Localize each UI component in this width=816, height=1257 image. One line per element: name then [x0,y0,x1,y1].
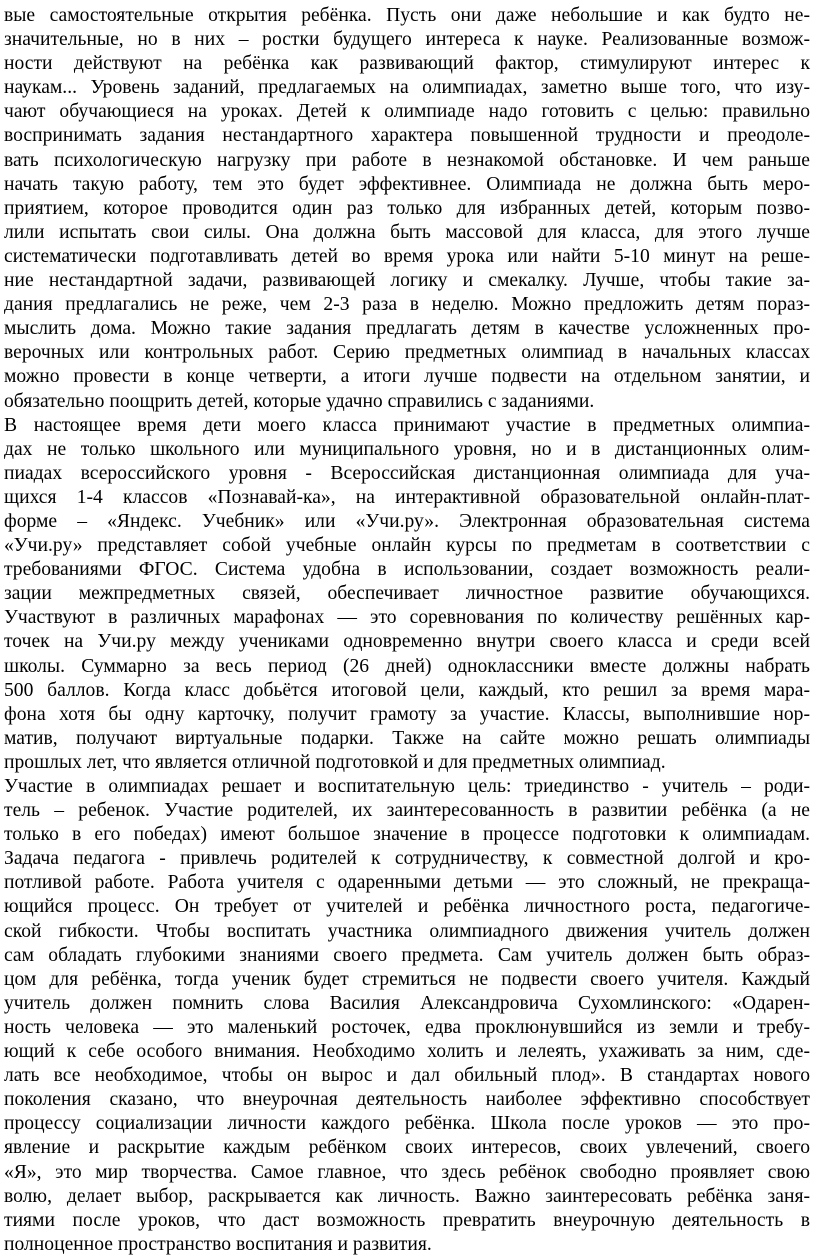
text-line: поколения сказано, что внеурочная деятельность наиболее эффективно способствует [4,1089,810,1111]
text-line: прошлых лет, что является отличной подготовкой и для предметных олимпиад. [4,751,666,773]
text-line: «Учи.ру» представляет собой учебные онлайн курсы по предметам в соответствии с [4,535,810,557]
text-line: только в его победах) имеют большое значение в процессе подготовки к олимпиадам. [4,824,810,846]
text-line: дах не только школьного или муниципального уровня, но и в дистанционных олим- [4,438,810,460]
text-line: ской гибкости. Чтобы воспитать участника олимпиадного движения учитель должен [4,920,810,942]
text-line: вые самостоятельные открытия ребёнка. Пусть они даже небольшие и как будто не- [4,5,810,26]
text-line: Задача педагога - привлечь родителей к сотрудничеству, к совместной долгой и кро- [4,848,810,870]
text-line: тиями после уроков, что даст возможность превратить внеурочную деятельность в [4,1209,810,1231]
text-line: пиадах всероссийского уровня - Всероссийская дистанционная олимпиада для уча- [4,462,810,484]
text-line: ности действуют на ребёнка как развивающий фактор, стимулируют интерес к [4,53,810,75]
text-line: вать психологическую нагрузку при работе в незнакомой обстановке. И чем раньше [4,149,810,171]
text-line: ющий к себе особого внимания. Необходимо холить и лелеять, ухаживать за ним, сде- [4,1041,810,1063]
text-line: мыслить дома. Можно такие задания предлагать детям в качестве усложненных про- [4,318,810,340]
text-line: требованиями ФГОС. Система удобна в использовании, создает возможность реали- [4,559,810,581]
text-line: наукам... Уровень заданий, предлагаемых на олимпиадах, заметно выше того, что изу- [4,77,810,99]
text-line: 500 баллов. Когда класс добьётся итоговой цели, каждый, кто решил за время мара- [4,679,810,701]
text-line: лать все необходимое, чтобы он вырос и дал обильный плод». В стандартах нового [4,1065,810,1087]
text-line: значительные, но в них – ростки будущего интереса к науке. Реализованные возмож- [4,29,810,51]
text-line: форме – «Яндекс. Учебник» или «Учи.ру». Электронная образовательная система [4,510,810,532]
text-line: приятием, которое проводится один раз только для избранных детей, которым позво- [4,197,810,219]
text-line: лили испытать свои силы. Она должна быть массовой для класса, для этого лучше [4,221,810,243]
text-line: потливой работе. Работа учителя с одаренными детьми — это сложный, не прекраща- [4,872,810,894]
text-line: обязательно поощрить детей, которые удачно справились с заданиями. [4,390,595,412]
text-line: процессу социализации личности каждого ребёнка. Школа после уроков — это про- [4,1113,810,1135]
text-line: можно провести в конце четверти, а итоги лучше подвести на отдельном занятии, и [4,366,810,388]
text-line: Участвуют в различных марафонах — это соревнования по количеству решённых кар- [4,607,810,629]
text-line: цом для ребёнка, тогда ученик будет стремиться не подвести своего учителя. Каждый [4,968,810,990]
text-line: В настоящее время дети моего класса принимают участие в предметных олимпиа- [4,414,810,436]
text-line: воспринимать задания нестандартного характера повышенной трудности и преодоле- [4,125,810,147]
document-body [4,4,810,1257]
text-line: полноценное пространство воспитания и развития. [4,1233,432,1255]
text-line: учитель должен помнить слова Василия Александровича Сухомлинского: «Одарен- [4,992,810,1014]
text-line: щихся 1-4 классов «Познавай-ка», на интерактивной образовательной онлайн-плат- [4,486,810,508]
text-line: систематически подготавливать детей во время урока или найти 5-10 минут на реше- [4,245,810,267]
text-line: начать такую работу, тем это будет эффективнее. Олимпиада не должна быть меро- [4,173,810,195]
text-line: ние нестандартной задачи, развивающей логику и смекалку. Лучше, чтобы такие за- [4,270,810,292]
text-line: волю, делает выбор, раскрывается как личность. Важно заинтересовать ребёнка заня- [4,1185,810,1207]
text-line: Участие в олимпиадах решает и воспитательную цель: триединство - учитель – роди- [4,776,810,797]
text-line: дания предлагались не реже, чем 2-3 раза в неделю. Можно предложить детям пораз- [4,294,810,316]
text-line: явление и раскрытие каждым ребёнком своих интересов, своих увлечений, своего [4,1137,810,1159]
text-line: верочных или контрольных работ. Серию предметных олимпиад в начальных классах [4,342,810,364]
text-line: зации межпредметных связей, обеспечивает личностное развитие обучающихся. [4,583,810,605]
text-line: фона хотя бы одну карточку, получит грамоту за участие. Классы, выполнившие нор- [4,703,810,725]
text-line: ющийся процесс. Он требует от учителей и ребёнка личностного роста, педагогиче- [4,896,810,918]
text-line: «Я», это мир творчества. Самое главное, что здесь ребёнок свободно проявляет свою [4,1161,810,1183]
text-line: точек на Учи.ру между учениками одновременно внутри своего класса и среди всей [4,631,810,653]
text-line: сам обладать глубокими знаниями своего предмета. Сам учитель должен быть образ- [4,944,810,966]
text-line: тель – ребенок. Участие родителей, их заинтересованность в развитии ребёнка (а не [4,800,810,822]
text-line: чают обучающиеся на уроках. Детей к олимпиаде надо готовить с целью: правильно [4,101,810,123]
text-line: матив, получают виртуальные подарки. Также на сайте можно решать олимпиады [4,727,810,749]
text-line: ность человека — это маленький росточек, едва проклюнувшийся из земли и требу- [4,1016,810,1038]
text-line: школы. Суммарно за весь период (26 дней) одноклассники вместе должны набрать [4,655,810,677]
